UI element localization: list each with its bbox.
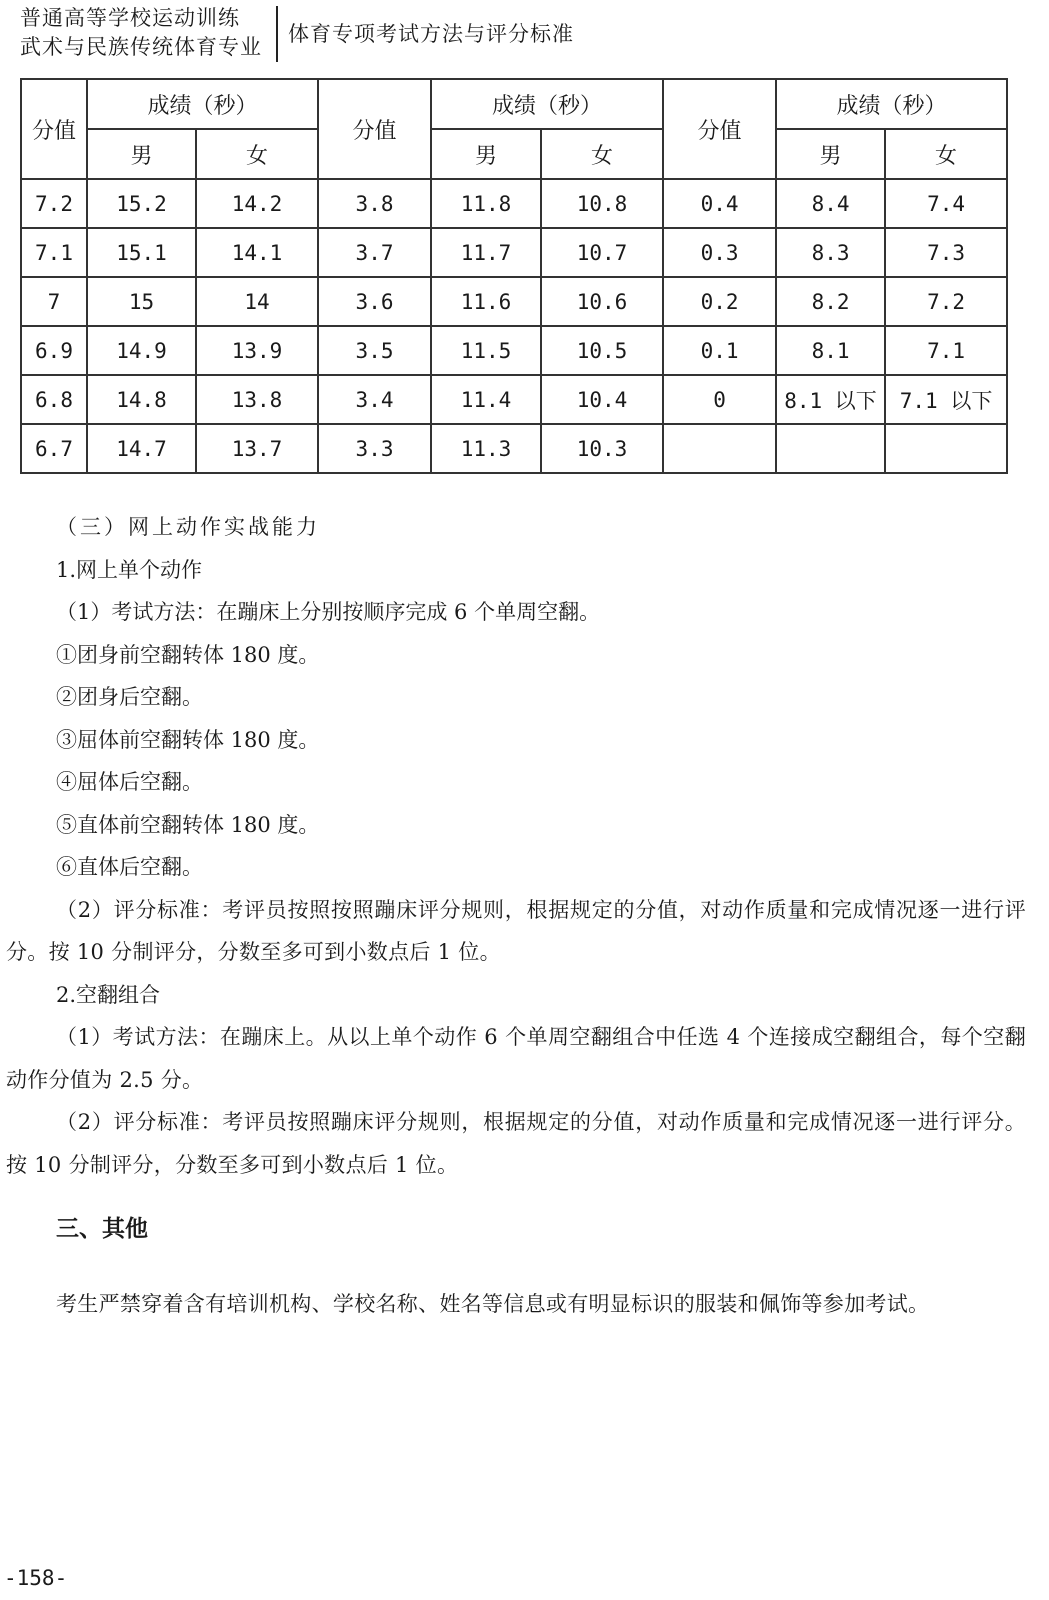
- table-cell: 15.2: [87, 179, 196, 228]
- table-cell: 11.7: [431, 228, 541, 277]
- table-cell: 0.4: [663, 179, 776, 228]
- table-row: [21, 375, 1007, 424]
- table-cell: 14.8: [87, 375, 196, 424]
- move-item: ⑥直体后空翻。: [56, 855, 203, 879]
- header-left: [20, 4, 275, 62]
- table-cell: 11.3: [431, 424, 541, 473]
- item1-standard: （2）评分标准：考评员按照按照蹦床评分规则，根据规定的分值，对动作质量和完成情况逐一进行评分。按 10 分制评分，分数至多可到小数点后 1 位。: [6, 897, 1026, 964]
- table-cell: [885, 424, 1007, 473]
- item2-method: （1）考试方法：在蹦床上。从以上单个动作 6 个单周空翻组合中任选 4 个连接成空翻组合，每个空翻动作分值为 2.5 分。: [6, 1025, 1026, 1092]
- header-divider: [276, 6, 278, 62]
- col-score-header: 分值: [663, 79, 776, 179]
- col-female-header: 女: [196, 129, 318, 179]
- table-cell: 0.3: [663, 228, 776, 277]
- table-cell: 8.1: [776, 326, 885, 375]
- table-cell: [776, 424, 885, 473]
- table-cell: 3.6: [318, 277, 431, 326]
- table-row: [21, 179, 1007, 228]
- col-male-header: 男: [776, 129, 885, 179]
- table-cell: 13.7: [196, 424, 318, 473]
- table-row: [21, 277, 1007, 326]
- table-cell: 11.8: [431, 179, 541, 228]
- item1-method: （1）考试方法：在蹦床上分别按顺序完成 6 个单周空翻。: [56, 600, 601, 624]
- table-cell: 14.2: [196, 179, 318, 228]
- table-cell: 15: [87, 277, 196, 326]
- table-cell: 7: [21, 277, 87, 326]
- table-subheader-row: [21, 129, 1007, 179]
- table-cell: 7.1 以下: [885, 375, 1007, 424]
- item2-standard: （2）评分标准：考评员按照蹦床评分规则，根据规定的分值，对动作质量和完成情况逐一进行评分。按 10 分制评分，分数至多可到小数点后 1 位。: [6, 1110, 1026, 1177]
- table-row: [21, 228, 1007, 277]
- body-content: [6, 506, 1026, 1325]
- table-cell: 3.3: [318, 424, 431, 473]
- table-header-row: [21, 79, 1007, 129]
- table-cell: 0.1: [663, 326, 776, 375]
- table-row: [21, 424, 1007, 473]
- table-cell: 10.4: [541, 375, 663, 424]
- move-item: ⑤直体前空翻转体 180 度。: [56, 812, 320, 837]
- table-cell: 10.5: [541, 326, 663, 375]
- table-cell: 13.8: [196, 375, 318, 424]
- table-cell: 7.1: [21, 228, 87, 277]
- table-cell: 3.4: [318, 375, 431, 424]
- table-cell: 6.9: [21, 326, 87, 375]
- table-cell: 8.3: [776, 228, 885, 277]
- table-cell: 10.8: [541, 179, 663, 228]
- table-cell: 0.2: [663, 277, 776, 326]
- item2-title: 2.空翻组合: [56, 982, 161, 1007]
- table-cell: 0: [663, 375, 776, 424]
- table-row: [21, 326, 1007, 375]
- col-score-header: 分值: [318, 79, 431, 179]
- table-cell: 10.6: [541, 277, 663, 326]
- table-cell: 14: [196, 277, 318, 326]
- table-cell: 13.9: [196, 326, 318, 375]
- table-cell: 7.2: [21, 179, 87, 228]
- table-cell: 7.4: [885, 179, 1007, 228]
- col-score-header: 分值: [21, 79, 87, 179]
- table-cell: [663, 424, 776, 473]
- score-table: [20, 78, 1008, 474]
- table-cell: 7.3: [885, 228, 1007, 277]
- col-female-header: 女: [885, 129, 1007, 179]
- header-left-line1: 普通高等学校运动训练: [20, 6, 240, 30]
- table-cell: 14.7: [87, 424, 196, 473]
- table-cell: 6.8: [21, 375, 87, 424]
- item1-title: 1.网上单个动作: [56, 557, 203, 582]
- move-item: ②团身后空翻。: [56, 685, 203, 709]
- col-male-header: 男: [87, 129, 196, 179]
- table-cell: 8.4: [776, 179, 885, 228]
- table-cell: 8.1 以下: [776, 375, 885, 424]
- table-cell: 10.7: [541, 228, 663, 277]
- table-cell: 3.8: [318, 179, 431, 228]
- table-cell: 10.3: [541, 424, 663, 473]
- col-male-header: 男: [431, 129, 541, 179]
- table-cell: 7.2: [885, 277, 1007, 326]
- header-right-title: 体育专项考试方法与评分标准: [288, 22, 574, 46]
- table-cell: 3.7: [318, 228, 431, 277]
- table-cell: 6.7: [21, 424, 87, 473]
- table-cell: 14.1: [196, 228, 318, 277]
- table-cell: 8.2: [776, 277, 885, 326]
- other-text: 考生严禁穿着含有培训机构、学校名称、姓名等信息或有明显标识的服装和佩饰等参加考试。: [56, 1291, 930, 1316]
- table-cell: 11.4: [431, 375, 541, 424]
- other-section-title: 三、其他: [56, 1216, 148, 1242]
- section-title: （三）网上动作实战能力: [56, 515, 320, 539]
- move-item: ①团身前空翻转体 180 度。: [56, 642, 320, 667]
- move-item: ④屈体后空翻。: [56, 770, 203, 794]
- table-cell: 3.5: [318, 326, 431, 375]
- header-left-line2: 武术与民族传统体育专业: [20, 35, 262, 59]
- table-cell: 7.1: [885, 326, 1007, 375]
- table-cell: 15.1: [87, 228, 196, 277]
- table-cell: 11.6: [431, 277, 541, 326]
- col-female-header: 女: [541, 129, 663, 179]
- col-result-header: 成绩（秒）: [776, 79, 1007, 129]
- move-item: ③屈体前空翻转体 180 度。: [56, 727, 320, 752]
- table-cell: 14.9: [87, 326, 196, 375]
- col-result-header: 成绩（秒）: [431, 79, 663, 129]
- table-cell: 11.5: [431, 326, 541, 375]
- page-header: [20, 4, 1029, 62]
- col-result-header: 成绩（秒）: [87, 79, 318, 129]
- page-number: -158-: [4, 1566, 68, 1590]
